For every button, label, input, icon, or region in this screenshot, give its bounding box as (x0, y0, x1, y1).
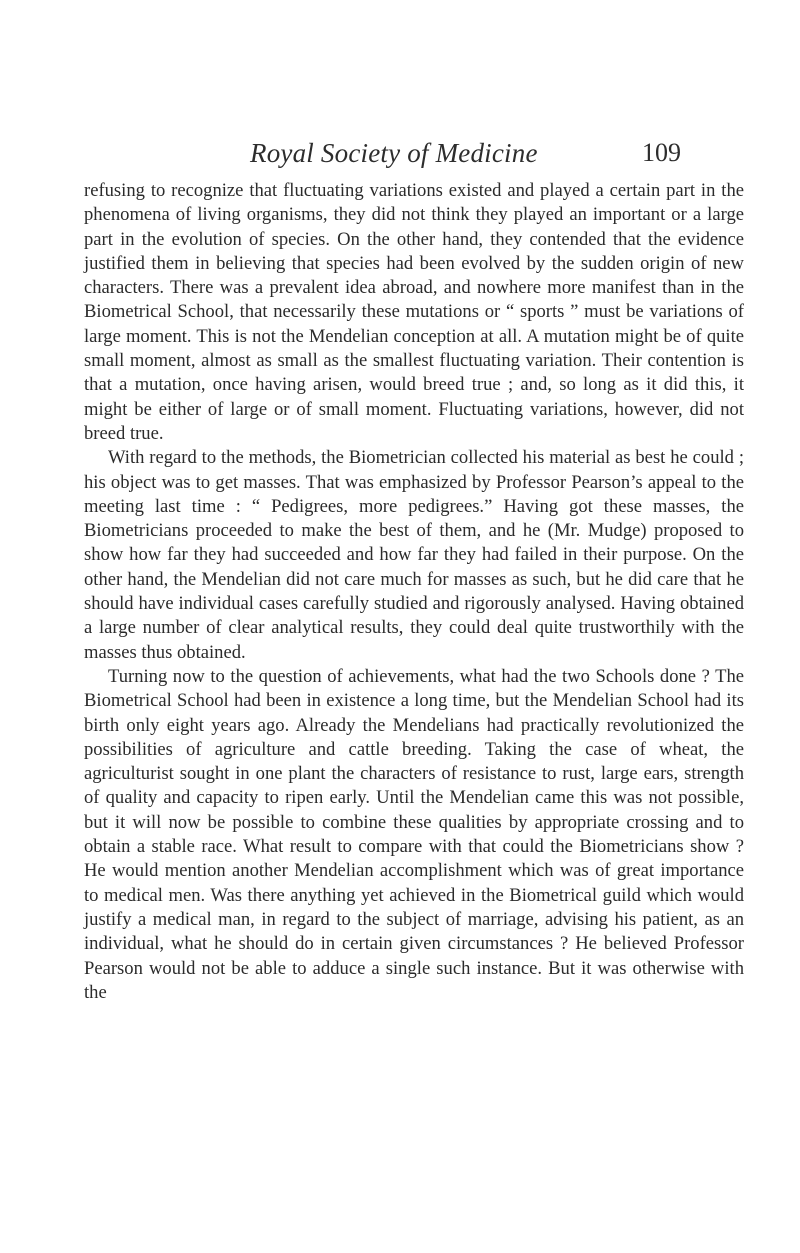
running-title: Royal Society of Medicine (250, 138, 538, 168)
page-number: 109 (642, 138, 681, 167)
body-text (84, 179, 744, 1005)
paragraph-achievements: Turning now to the question of achievements, what had the two Schools done ? The Biometrical School had been in existence a long time, but the Mendelian School had its birth only eight years ago. Already the Mendelians had practically revolutionized the possibilities of agriculture and cattle breeding. Taking the case of wheat, the agriculturist sought in one plant the characters of resistance to rust, large ears, strength of quality and capacity to ripen early. Until the Mendelian came this was not possible, but it will now be possible to combine these qualities by appropriate crossing and to obtain a stable race. What result to compare with that could the Biometricians show ? He would mention another Mendelian accomplishment which was of great importance to medical men. Was there anything yet achieved in the Biometrical guild which would justify a medical man, in regard to the subject of marriage, advising his patient, as an individual, what he should do in certain given circumstances ? He believed Professor Pearson would not be able to adduce a single such instance. But it was otherwise with the (84, 665, 744, 1003)
running-header (0, 138, 800, 172)
paragraph-methods: With regard to the methods, the Biometrician collected his material as best he could ; his object was to get masses. That was emphasized by Professor Pearson’s appeal to the meeting last time : “ Pedigrees, more pedigrees.” Having got these masses, the Biometricians proceeded to make the best of them, and he (Mr. Mudge) proposed to show how far they had succeeded and how far they had failed in their purpose. On the other hand, the Mendelian did not care much for masses as such, but he did care that he should have individual cases carefully studied and rigorously analysed. Having obtained a large number of clear analytical results, they could deal quite trustworthily with the masses thus obtained. (84, 447, 744, 663)
paragraph-continued: refusing to recognize that fluctuating variations existed and played a certain part in the phenomena of living organisms, they did not think they played an important or a large part in the evolution of species. On the other hand, they contended that the evidence justified them in believing that species had been evolved by the sudden origin of new characters. There was a prevalent idea abroad, and nowhere more manifest than in the Biometrical School, that necessarily these mutations or “ sports ” must be variations of large moment. This is not the Mendelian conception at all. A mutation might be of quite small moment, almost as small as the smallest fluctuating variation. Their contention is that a mutation, once having arisen, would breed true ; and, so long as it did this, it might be either of large or of small moment. Fluctuating variations, however, did not breed true. (84, 180, 744, 444)
